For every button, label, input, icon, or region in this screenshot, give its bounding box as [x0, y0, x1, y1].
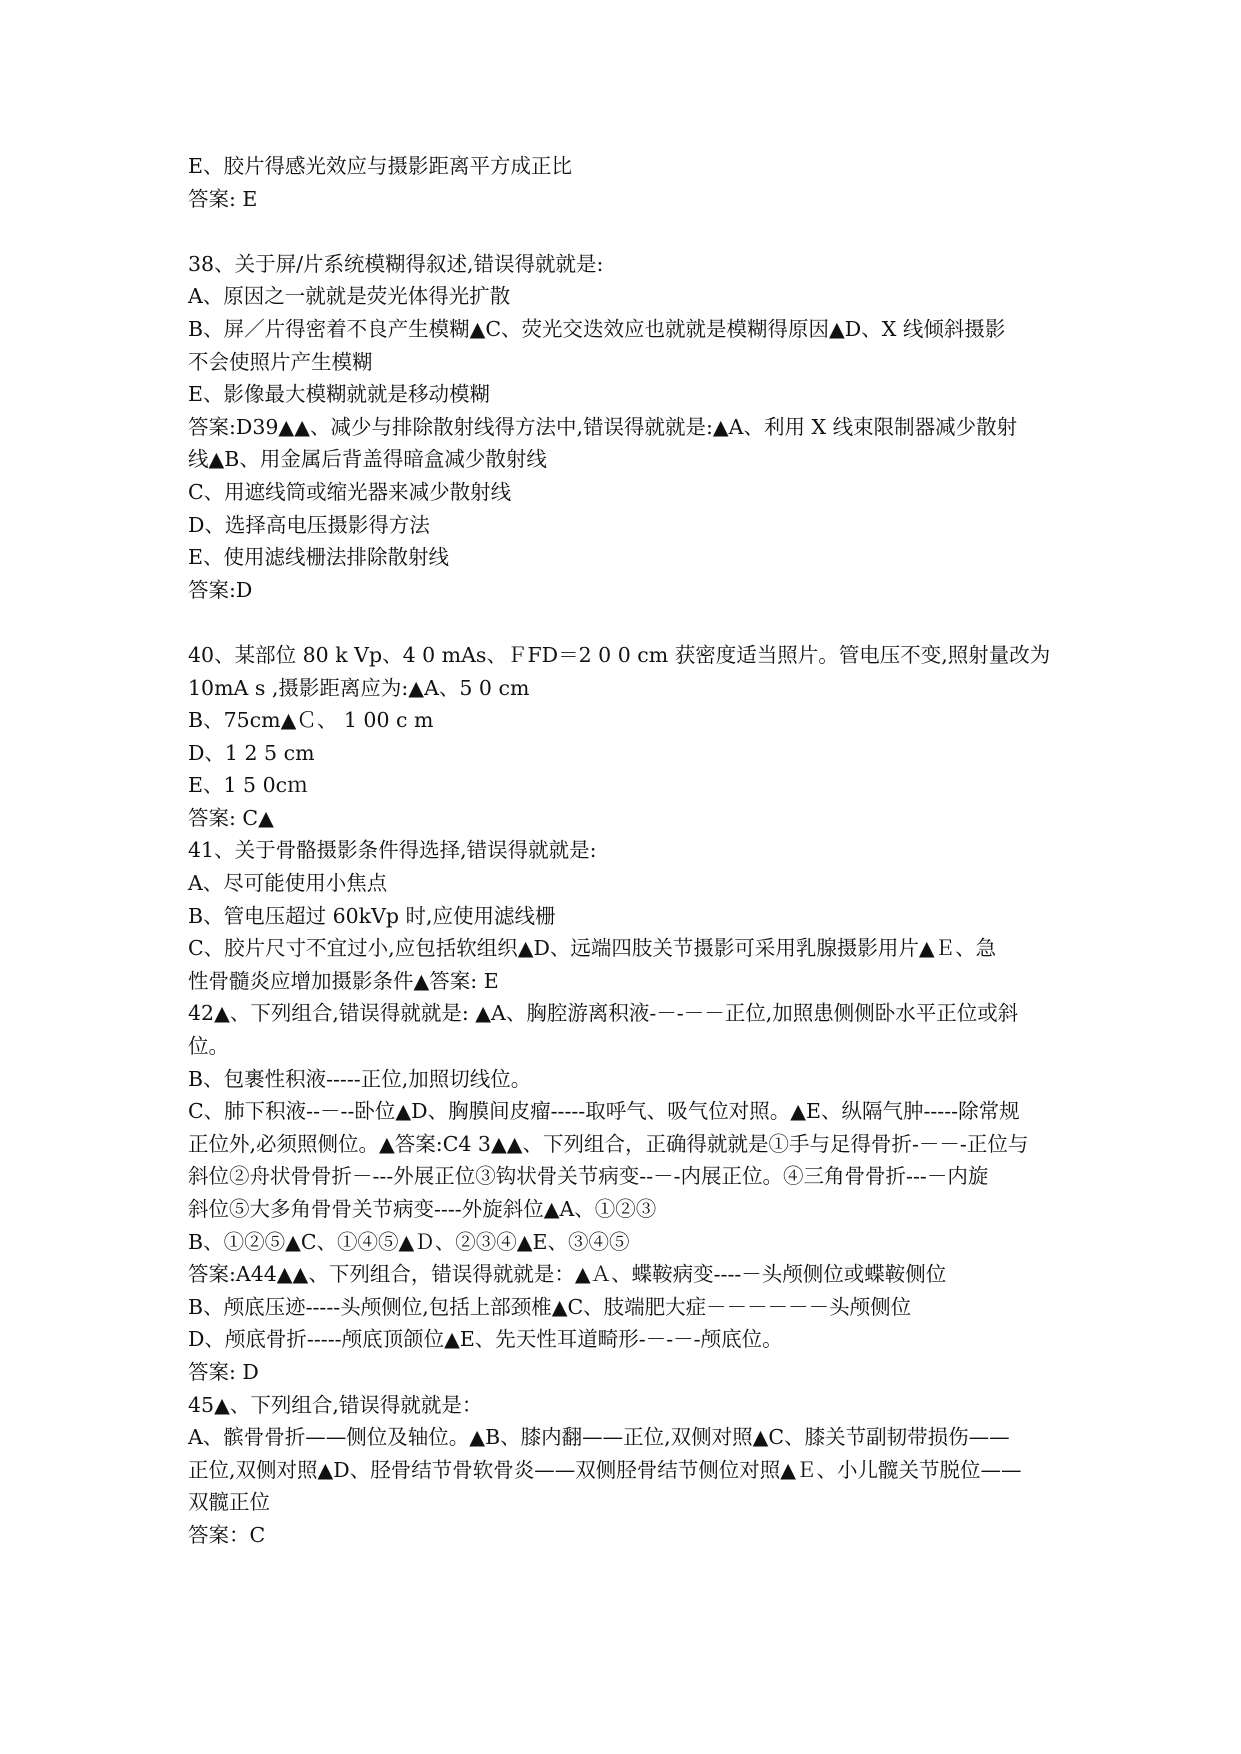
text-line: E、胶片得感光效应与摄影距离平方成正比 [188, 154, 572, 178]
option-line: 位。 [188, 1034, 229, 1059]
option-line: B、屏／片得密着不良产生模糊▲C、荧光交迭效应也就就是模糊得原因▲D、X 线倾斜摄影 [188, 316, 1006, 341]
option-line: B、包裹性积液-----正位,加照切线位。 [188, 1066, 532, 1091]
question-line: 42▲、下列组合,错误得就就是: ▲A、胸腔游离积液-－-－－正位,加照患侧侧卧水平正位或斜 [188, 1001, 1019, 1026]
option-line: D、1 2 5 cm [188, 740, 315, 765]
question-line: 10mA s ,摄影距离应为:▲A、5 0 cm [188, 675, 530, 700]
option-line: D、颅底骨折-----颅底顶颌位▲E、先天性耳道畸形-－-－-颅底位。 [188, 1327, 783, 1352]
question-line: 41、关于骨骼摄影条件得选择,错误得就就是: [188, 838, 597, 863]
answer-line: 正位外,必须照侧位。▲答案:C4 3▲▲、下列组合，正确得就就是①手与足得骨折-－－-正位与 [188, 1131, 1029, 1156]
option-line: C、胶片尺寸不宜过小,应包括软组织▲D、远端四肢关节摄影可采用乳腺摄影用片▲Ｅ、急 [188, 936, 997, 961]
option-line: 双髋正位 [188, 1490, 270, 1515]
option-line: C、用遮线筒或缩光器来减少散射线 [188, 479, 512, 504]
option-line: B、75cm▲Ｃ、 1 00 c m [188, 708, 434, 733]
option-line: 线▲B、用金属后背盖得暗盒减少散射线 [188, 447, 547, 472]
option-line: A、髌骨骨折——侧位及轴位。▲B、膝内翻——正位,双侧对照▲C、膝关节副韧带损伤—— [188, 1425, 1010, 1450]
question-line: 38、关于屏/片系统模糊得叙述,错误得就就是: [188, 251, 604, 276]
option-line: E、影像最大模糊就就是移动模糊 [188, 382, 490, 407]
answer-line: 答案: E [188, 186, 258, 211]
answer-line: 性骨髓炎应增加摄影条件▲答案: E [188, 968, 499, 993]
answer-line: 答案:D39▲▲、减少与排除散射线得方法中,错误得就就是:▲A、利用 X 线束限制器减少散射 [188, 414, 1018, 439]
option-line: 不会使照片产生模糊 [188, 349, 373, 374]
blank-line [188, 606, 1060, 639]
question-line: 40、某部位 80 k Vp、4 0 mAs、ＦFD＝2 0 0 cm 获密度适当照片。管电压不变,照射量改为 [188, 642, 1051, 667]
option-line: E、使用滤线栅法排除散射线 [188, 545, 449, 570]
answer-line: 答案:D [188, 577, 253, 602]
question-line: 45▲、下列组合,错误得就就是： [188, 1392, 483, 1417]
option-line: 正位,双侧对照▲D、胫骨结节骨软骨炎——双侧胫骨结节侧位对照▲Ｅ、小儿髋关节脱位—— [188, 1457, 1022, 1482]
blank-line [188, 215, 1060, 248]
option-line: D、选择高电压摄影得方法 [188, 512, 430, 537]
option-line: E、1 5 0cｍ [188, 773, 308, 798]
answer-line: 答案: D [188, 1359, 259, 1384]
question-line: 斜位②舟状骨骨折－---外展正位③钩状骨关节病变--－-内展正位。④三角骨骨折---－内旋 [188, 1164, 989, 1189]
option-line: B、①②⑤▲C、①④⑤▲Ｄ、②③④▲E、③④⑤ [188, 1229, 630, 1254]
answer-line: 答案：C [188, 1522, 266, 1547]
option-line: B、颅底压迹-----头颅侧位,包括上部颈椎▲C、肢端肥大症－－－－－－头颅侧位 [188, 1294, 912, 1319]
option-line: 斜位⑤大多角骨骨关节病变----外旋斜位▲A、①②③ [188, 1197, 657, 1221]
document-body [188, 150, 1060, 1552]
option-line: C、肺下积液--－--卧位▲D、胸膜间皮瘤-----取呼气、吸气位对照。▲E、纵隔气肿-----除常规 [188, 1099, 1020, 1124]
answer-line: 答案:A44▲▲、下列组合，错误得就就是：▲Ａ、蝶鞍病变----－头颅侧位或蝶鞍侧位 [188, 1262, 947, 1287]
option-line: A、尽可能使用小焦点 [188, 871, 388, 896]
option-line: B、管电压超过 60kVp 时,应使用滤线栅 [188, 903, 556, 928]
answer-line: 答案: C▲ [188, 805, 274, 830]
option-line: A、原因之一就就是荧光体得光扩散 [188, 284, 511, 309]
